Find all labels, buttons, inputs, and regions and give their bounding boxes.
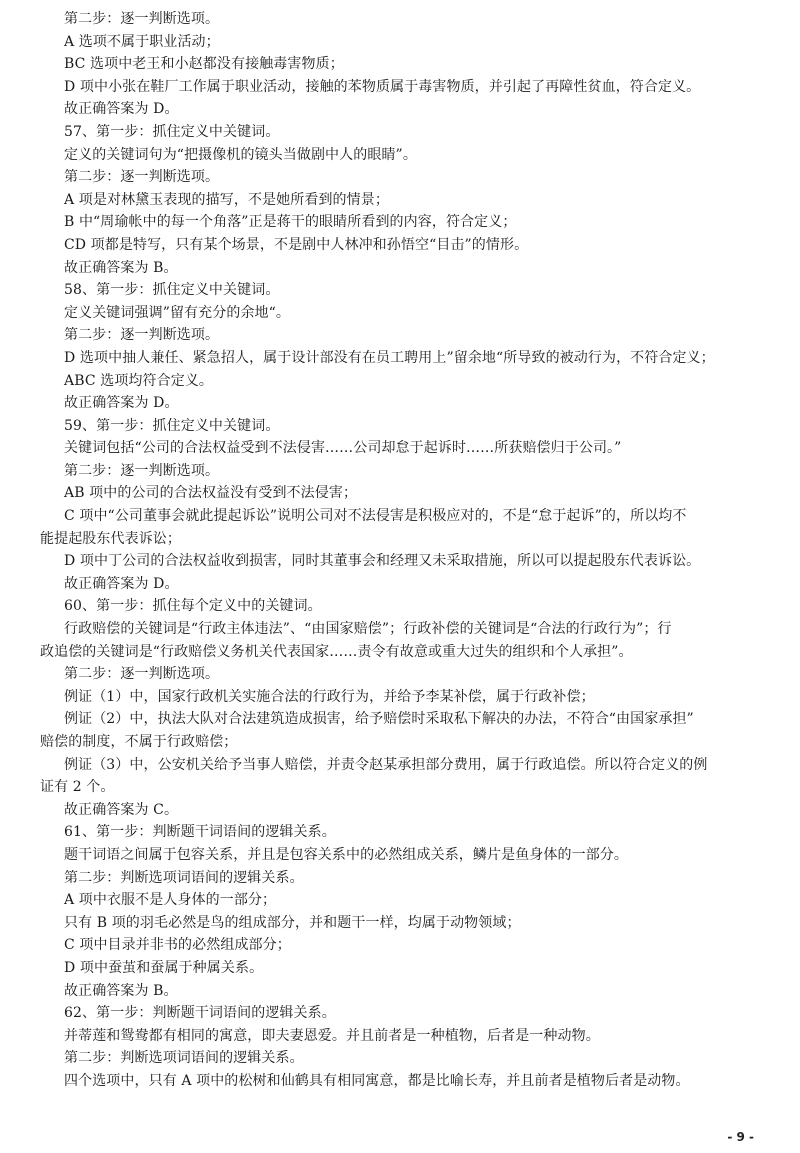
text-line: 第二步：判断选项词语间的逻辑关系。 [64,1050,304,1067]
text-line: 58、第一步：抓住定义中关键词。 [64,282,280,299]
text-line: 故正确答案为 D。 [64,395,179,412]
text-line: 并蒂莲和鸳鸯都有相同的寓意，即夫妻恩爱。并且前者是一种植物，后者是一种动物。 [64,1027,600,1044]
document-body [40,8,762,1093]
text-line: 证有 2 个。 [40,779,115,796]
text-line: 故正确答案为 B。 [64,259,178,276]
text-line: C 项中目录并非书的必然组成部分； [64,937,291,954]
text-line: 57、第一步：抓住定义中关键词。 [64,123,280,140]
text-line: 第二步：逐一判断选项。 [64,666,220,683]
text-line: D 项中蚕茧和蚕属于种属关系。 [64,959,264,976]
text-line: 赔偿的制度，不属于行政赔偿； [40,734,238,750]
text-line: A 项中衣服不是人身体的一部分； [64,892,277,909]
text-line: ABC 选项均符合定义。 [64,372,214,389]
text-line: 第二步：逐一判断选项。 [64,169,220,186]
text-line: AB 项中的公司的合法权益没有受到不法侵害； [64,485,358,502]
text-line: 关键词包括“公司的合法权益受到不法侵害……公司却怠于起诉时……所获赔偿归于公司。” [64,440,622,457]
text-line: 59、第一步：抓住定义中关键词。 [64,417,280,434]
text-line: CD 项都是特写，只有某个场景，不是剧中人林冲和孙悟空“目击”的情形。 [64,236,529,253]
text-line: 例证（1）中，国家行政机关实施合法的行政行为，并给予李某补偿，属于行政补偿； [64,688,595,705]
text-line: D 项中小张在鞋厂工作属于职业活动，接触的苯物质属于毒害物质，并引起了再障性贫血，符合定义。 [64,78,701,95]
text-line: 62、第一步：判断题干词语间的逻辑关系。 [64,1005,336,1022]
text-line: BC 选项中老王和小赵都没有接触毒害物质； [64,56,344,73]
text-line: A 项是对林黛玉表现的描写，不是她所看到的情景； [64,191,389,208]
text-line: B 中“周瑜帐中的每一个角落”正是蒋干的眼睛所看到的内容，符合定义； [64,214,517,231]
text-line: C 项中“公司董事会就此提起诉讼”说明公司对不法侵害是积极应对的，不是“怠于起诉”的，所以均不 [64,508,687,525]
text-line: D 选项中抽人兼任、紧急招人，属于设计部没有在员工聘用上”留余地“所导致的被动行为，不符合定义； [64,349,715,366]
text-line: 题干词语之间属于包容关系，并且是包容关系中的必然组成关系，鳞片是鱼身体的一部分。 [64,846,628,863]
text-line: D 项中丁公司的合法权益收到损害，同时其董事会和经理又未采取措施，所以可以提起股东代表诉讼。 [64,553,701,570]
text-line: 政追偿的关键词是“行政赔偿义务机关代表国家……责令有故意或重大过失的组织和个人承担”。 [40,643,633,660]
text-line: 第二步：判断选项词语间的逻辑关系。 [64,869,304,886]
text-line: 行政赔偿的关键词是“行政主体违法”、“由国家赔偿”；行政补偿的关键词是“合法的行政行为”；行 [64,621,672,638]
text-line: 故正确答案为 D。 [64,575,179,592]
text-line: 60、第一步：抓住每个定义中的关键词。 [64,598,322,615]
text-line: 故正确答案为 D。 [64,101,179,118]
text-line: 第二步：逐一判断选项。 [64,462,220,479]
page-number: - 9 - [727,1130,754,1144]
text-line: A 选项不属于职业活动； [64,33,220,50]
text-line: 只有 B 项的羽毛必然是鸟的组成部分，并和题干一样，均属于动物领域； [64,914,521,931]
text-line: 故正确答案为 B。 [64,982,178,999]
text-line: 定义关键词强调”留有充分的余地“。 [64,304,291,321]
text-line: 例证（2）中，执法大队对合法建筑造成损害，给予赔偿时采取私下解决的办法，不符合“由国家承担” [64,711,694,728]
text-line: 第二步：逐一判断选项。 [64,327,220,344]
text-line: 能提起股东代表诉讼； [40,530,181,547]
text-line: 故正确答案为 C。 [64,801,179,818]
text-line: 61、第一步：判断题干词语间的逻辑关系。 [64,824,336,841]
text-line: 第二步：逐一判断选项。 [64,11,220,27]
text-line: 例证（3）中，公安机关给予当事人赔偿，并责令赵某承担部分费用，属于行政追偿。所以符合定义的例 [64,756,708,773]
text-line: 定义的关键词句为“把摄像机的镜头当做剧中人的眼睛”。 [64,146,417,163]
text-line: 四个选项中，只有 A 项中的松树和仙鹤具有相同寓意，都是比喻长寿，并且前者是植物后者是动物。 [64,1072,690,1089]
